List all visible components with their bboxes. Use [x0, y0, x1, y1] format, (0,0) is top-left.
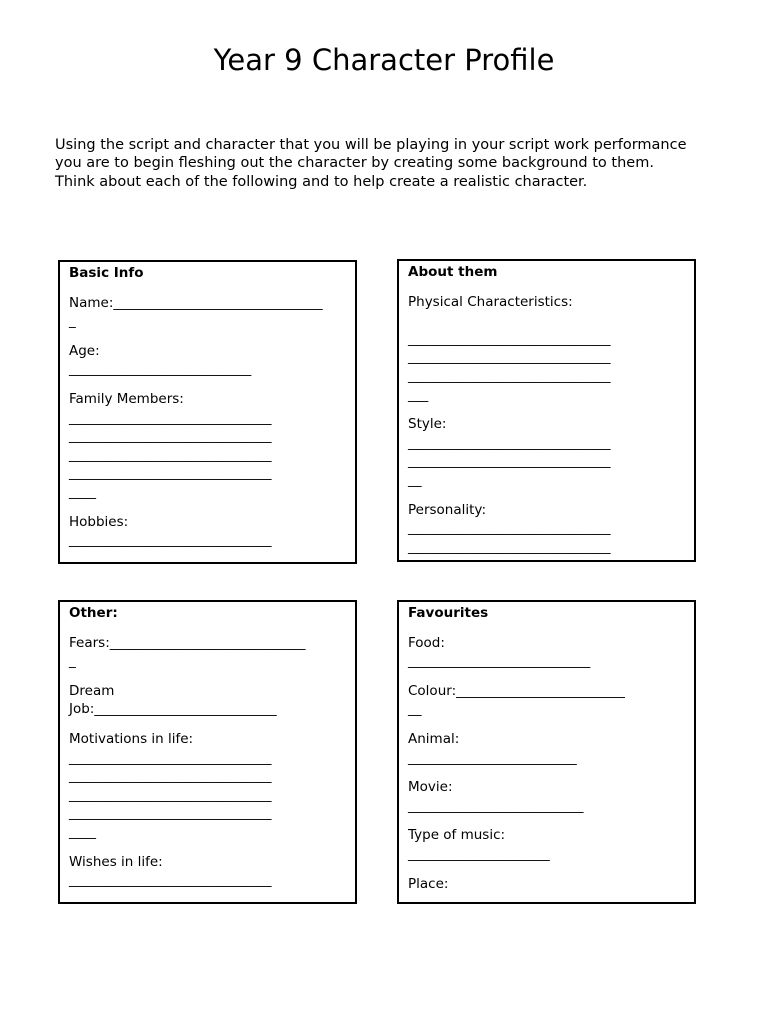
page-title: Year 9 Character Profile — [213, 43, 555, 77]
animal-label: Animal: — [408, 730, 460, 747]
favourites-heading: Favourites — [408, 605, 489, 621]
age-field[interactable] — [69, 342, 347, 379]
food-blank[interactable]: ___________________________ — [408, 653, 591, 670]
favourites-box — [397, 600, 696, 904]
dream-job-field[interactable] — [69, 682, 347, 719]
hobbies-label: Hobbies: — [69, 513, 129, 530]
movie-label: Movie: — [408, 779, 453, 796]
personality-field[interactable] — [408, 501, 686, 557]
other-box — [58, 600, 357, 904]
food-field[interactable] — [408, 634, 686, 671]
style-field[interactable] — [408, 415, 686, 489]
basic-info-box — [58, 260, 357, 564]
animal-blank[interactable]: _________________________ — [408, 749, 577, 766]
wishes-label: Wishes in life: — [69, 853, 163, 870]
fears-field[interactable] — [69, 634, 347, 671]
fears-blank[interactable]: _____________________________ _ — [69, 634, 306, 670]
motivations-field[interactable] — [69, 730, 347, 842]
movie-field[interactable] — [408, 778, 686, 815]
name-blank[interactable]: _______________________________ _ — [69, 294, 323, 330]
family-members-blank[interactable]: ______________________________ ______________________________ ______________________________ ______________________________ ____ — [69, 409, 272, 500]
motivations-blank[interactable]: ______________________________ ______________________________ ______________________________ ______________________________ ____ — [69, 749, 272, 840]
other-heading: Other: — [69, 605, 118, 621]
hobbies-blank[interactable]: ______________________________ — [69, 532, 272, 549]
wishes-blank[interactable]: ______________________________ — [69, 872, 272, 889]
physical-characteristics-label: Physical Characteristics: — [408, 293, 573, 310]
animal-field[interactable] — [408, 730, 686, 767]
food-label: Food: — [408, 634, 445, 651]
physical-characteristics-field[interactable] — [408, 293, 686, 405]
about-them-heading: About them — [408, 264, 498, 280]
dream-job-label: Dream Job: — [69, 682, 115, 718]
place-field[interactable] — [408, 875, 686, 894]
family-members-label: Family Members: — [69, 390, 184, 407]
music-blank[interactable]: _____________________ — [408, 845, 550, 862]
name-label: Name: — [69, 294, 114, 311]
dream-job-blank[interactable]: ___________________________ — [94, 701, 277, 718]
about-them-box — [397, 259, 696, 562]
motivations-label: Motivations in life: — [69, 730, 194, 747]
place-label: Place: — [408, 875, 449, 892]
colour-label: Colour: — [408, 682, 457, 699]
music-label: Type of music: — [408, 827, 506, 844]
wishes-field[interactable] — [69, 853, 347, 890]
age-label: Age: — [69, 342, 100, 359]
style-label: Style: — [408, 416, 447, 433]
basic-info-heading: Basic Info — [69, 265, 144, 281]
age-blank[interactable]: ___________________________ — [69, 361, 252, 378]
name-field[interactable] — [69, 294, 347, 331]
physical-characteristics-blank[interactable]: ______________________________ ______________________________ ______________________________ ___ — [408, 330, 611, 403]
music-field[interactable] — [408, 826, 686, 863]
personality-blank[interactable]: ______________________________ ______________________________ — [408, 520, 611, 555]
colour-blank[interactable]: _________________________ __ — [408, 682, 625, 718]
movie-blank[interactable]: __________________________ — [408, 797, 584, 814]
intro-paragraph: Using the script and character that you will be playing in your script work performance you are to begin fleshing out the character by creating some background to them. Think about each of the following and to help create a realistic character. — [55, 137, 687, 190]
family-members-field[interactable] — [69, 390, 347, 502]
personality-label: Personality: — [408, 501, 486, 518]
fears-label: Fears: — [69, 634, 110, 651]
hobbies-field[interactable] — [69, 513, 347, 550]
colour-field[interactable] — [408, 682, 686, 719]
style-blank[interactable]: ______________________________ ______________________________ __ — [408, 434, 611, 488]
